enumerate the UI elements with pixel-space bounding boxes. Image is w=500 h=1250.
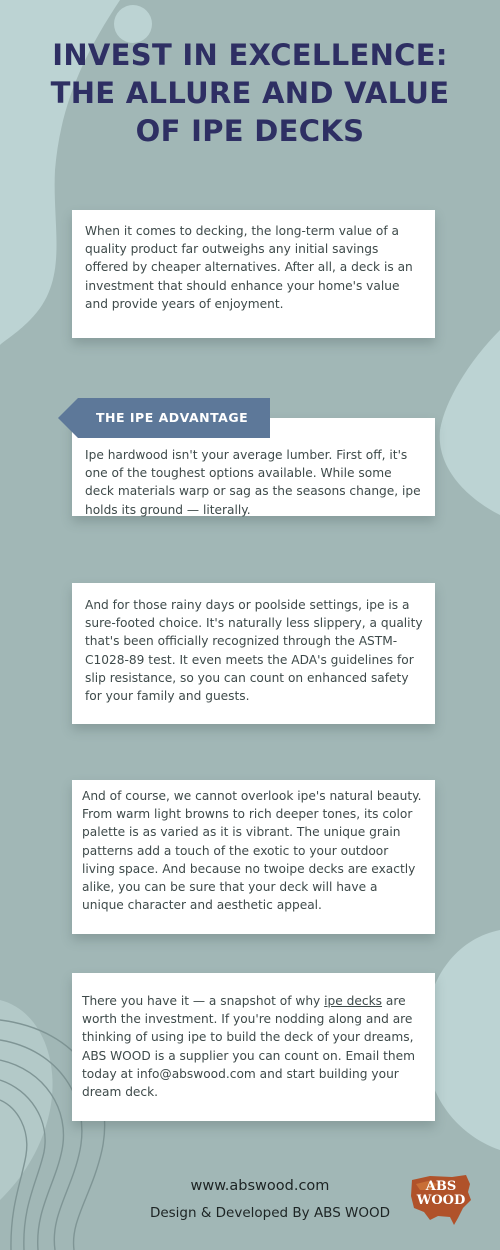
closing-text-end: are worth the investment. If you're nodding along and are thinking of using ipe to build the deck of your dreams, ABS WOOD is a supplier you can count on. Email them today at info@abswood.com and start building your dream deck. <box>82 994 416 1100</box>
beauty-text: And of course, we cannot overlook ipe's natural beauty. From warm light browns to rich deeper tones, its color palette is as varied as it is vibrant. The unique grain patterns add a touch of the exotic to your outdoor living space. And because no twoipe decks are exactly alike, you can be sure that your deck will have a unique character and aesthetic appeal. <box>82 789 422 913</box>
ipe-advantage-heading: THE IPE ADVANTAGE <box>96 410 249 425</box>
design-credit: Design & Developed By ABS WOOD <box>149 1205 391 1221</box>
ipe-decks-link[interactable]: ipe decks <box>324 994 382 1008</box>
safety-text: And for those rainy days or poolside settings, ipe is a sure-footed choice. It's naturally less slippery, a quality that's been officially recognized through the ASTM-C1028-89 test. It even meets the ADA's guidelines for slip resistance, so you can count on enhanced safety for your family and guests. <box>85 598 423 704</box>
bottom-left-blob <box>0 1000 53 1200</box>
closing-card <box>72 973 435 1121</box>
bottom-right-blob <box>424 930 500 1150</box>
title-line-1: INVEST IN EXCELLENCE: <box>52 38 448 72</box>
right-blob <box>440 330 500 515</box>
intro-card <box>72 210 435 338</box>
abs-wood-logo <box>408 1170 474 1228</box>
ipe-advantage-banner <box>58 398 270 438</box>
title-line-2: THE ALLURE AND VALUE <box>50 76 450 110</box>
ipe-advantage-text: Ipe hardwood isn't your average lumber. First off, it's one of the toughest options available. While some deck materials warp or sag as the seasons change, ipe holds its ground — literally. <box>85 448 421 517</box>
beauty-card <box>72 780 435 934</box>
closing-text <box>82 992 423 1101</box>
page-title <box>0 36 500 150</box>
website-url[interactable]: www.abswood.com <box>190 1178 330 1194</box>
title-line-3: OF IPE DECKS <box>135 114 365 148</box>
safety-card <box>72 583 435 724</box>
logo-text-wood: WOOD <box>416 1193 466 1208</box>
logo-text-abs: ABS <box>425 1179 457 1194</box>
closing-text-start: There you have it — a snapshot of why <box>82 994 325 1008</box>
intro-text: When it comes to decking, the long-term value of a quality product far outweighs any initial savings offered by cheaper alternatives. After all, a deck is an investment that should enhance your home's value and provide years of enjoyment. <box>85 224 413 311</box>
